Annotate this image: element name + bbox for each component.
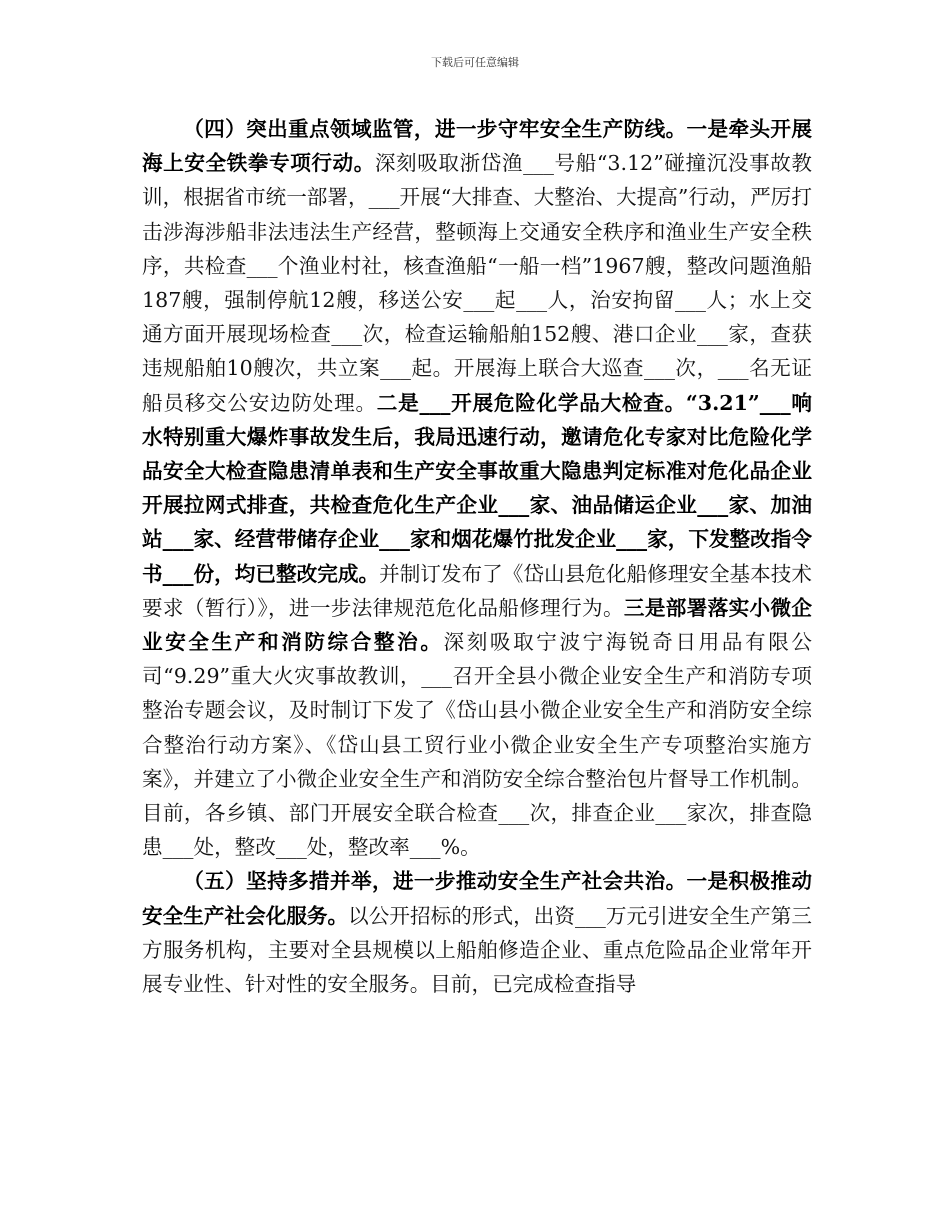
- section-five-item-one-text: 以公开招标的形式，出资___万元引进安全生产第三方服务机构，主要对全县规模以上船舶修造企业、重点危险品企业常年开展专业性、针对性的安全服务。目前，已完成检查指导: [142, 903, 813, 997]
- section-five-heading: （五）坚持多措并举，进一步推动安全生产社会共治。一是积极推动安全生产社会化服务。: [142, 869, 812, 928]
- page-header: 下载后可任意编辑: [431, 56, 519, 69]
- section-four-heading: （四）突出重点领域监管，进一步守牢安全生产防线。一是牵头开展海上安全铁拳专项行动。: [142, 117, 812, 176]
- section-four-item-two-text: 并制订发布了《岱山县危化船修理安全基本技术要求（暂行）》，进一步法律规范危化品船修理行为。: [142, 561, 812, 620]
- document-body: [142, 112, 812, 1001]
- section-four-item-one-text: 深刻吸取浙岱渔___号船“3.12”碰撞沉没事故教训，根据省市统一部署，___开展“大排查、大整治、大提高”行动，严厉打击涉海涉船非法违法生产经营，整顿海上交通安全秩序和渔业生产安全秩序，共检查___个渔业村社，核查渔船“一船一档”1967艘，整改问题渔船187艘，强制停航12艘，移送公安___起___人，治安拘留___人；水上交通方面开展现场检查___次，检查运输船舶152艘、港口企业___家，查获违规船舶10艘次，共立案___起。开展海上联合大巡查___次，___名无证船员移交公安边防处理。: [142, 151, 812, 415]
- section-four-item-three-heading: 三是部署落实小微企业安全生产和消防综合整治。: [142, 595, 812, 655]
- section-four-item-three-text: 深刻吸取宁波宁海锐奇日用品有限公司“9.29”重大火灾事故教训，___召开全县小微企业安全生产和消防专项整治专题会议，及时制订下发了《岱山县小微企业安全生产和消防安全综合整治行动方案》、《岱山县工贸行业小微企业安全生产专项整治实施方案》，并建立了小微企业安全生产和消防安全综合整治包片督导工作机制。目前，各乡镇、部门开展安全联合检查___次，排查企业___家次，排查隐患___处，整改___处，整改率___%。: [142, 630, 813, 860]
- section-four-item-two-heading: 二是___开展危险化学品大检查。“3.21”___响水特别重大爆炸事故发生后，我局迅速行动，邀请危化专家对比危险化学品安全大检查隐患清单表和生产安全事故重大隐患判定标准对危化品企业开展拉网式排查，共检查危化生产企业___家、油品储运企业___家、加油站___家、经营带储存企业___家和烟花爆竹批发企业___家，下发整改指令书___份，均已整改完成。: [142, 390, 812, 586]
- paragraph-section-five: [142, 864, 812, 1001]
- paragraph-section-four: [142, 112, 812, 864]
